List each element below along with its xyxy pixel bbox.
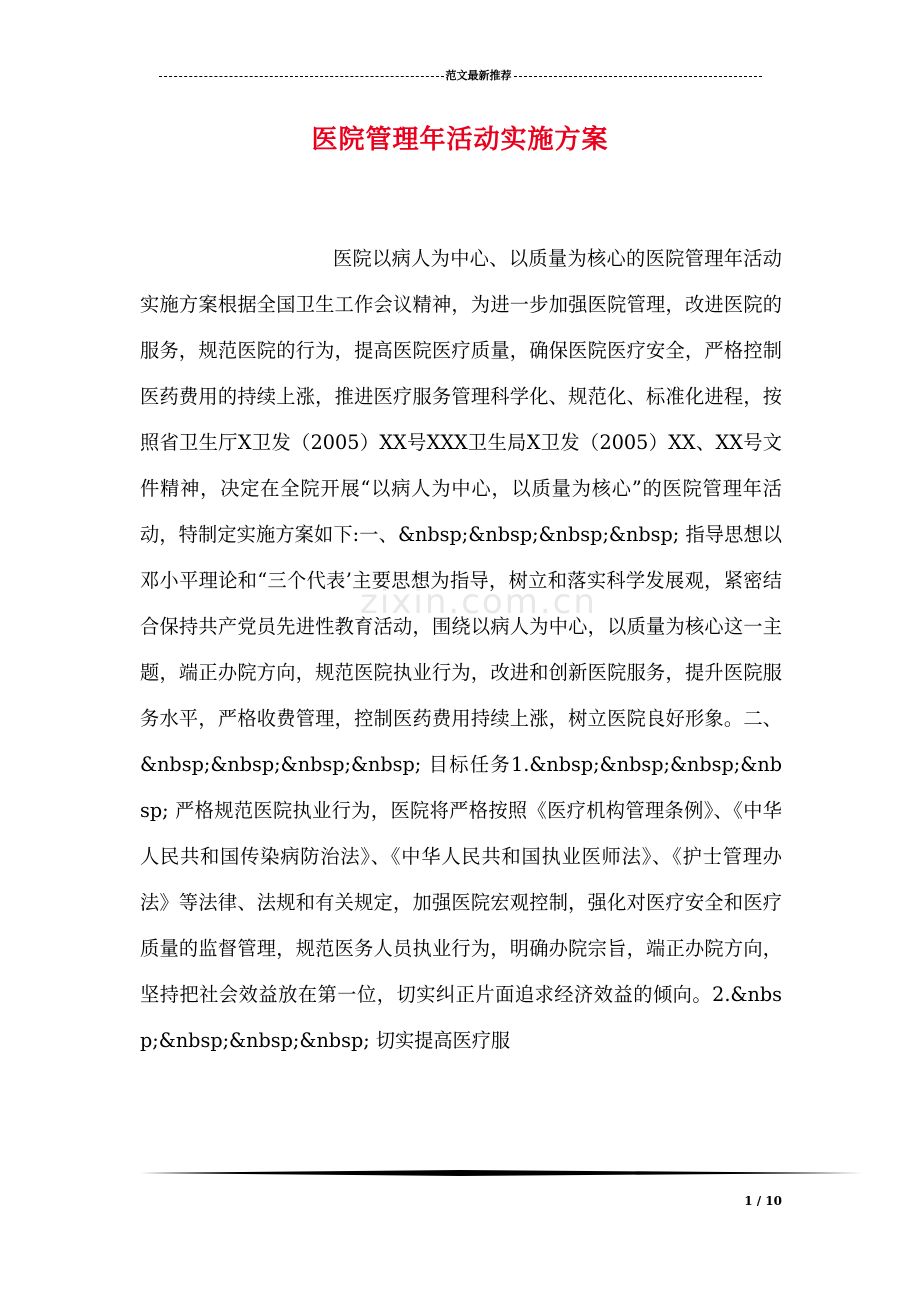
header-dash-right [514,76,762,77]
document-body: 医院以病人为中心、以质量为核心的医院管理年活动实施方案根据全国卫生工作会议精神，为进一步加强医院管理，改进医院的服务，规范医院的行为，提高医院医疗质量，确保医院医疗安全，严格控制医药费用的持续上涨，推进医疗服务管理科学化、规范化、标准化进程，按照省卫生厅X卫发（2005）XX号XXX卫生局X卫发（2005）XX、XX号文件精神，决定在全院开展“以病人为中心，以质量为核心”的医院管理年活动，特制定实施方案如下:一、&nbsp;&nbsp;&nbsp;&nbsp; 指导思想以邓小平理论和“三个代表’主要思想为指导，树立和落实科学发展观，紧密结合保持共产党员先进性教育活动，围绕以病人为中心，以质量为核心这一主题，端正办院方向，规范医院执业行为，改进和创新医院服务，提升医院服务水平，严格收费管理，控制医药费用持续上涨，树立医院良好形象。二、&nbsp;&nbsp;&nbsp;&nbsp; 目标任务1.&nbsp;&nbsp;&nbsp;&nbsp; 严格规范医院执业行为，医院将严格按照《医疗机构管理条例》、《中华人民共和国传染病防治法》、《中华人民共和国执业医师法》、《护士管理办法》等法律、法规和有关规定，加强医院宏观控制，强化对医疗安全和医疗质量的监督管理，规范医务人员执业行为，明确办院宗旨，端正办院方向，坚持把社会效益放在第一位，切实纠正片面追求经济效益的倾向。2.&nbsp;&nbsp;&nbsp;&nbsp; 切实提高医疗服 [140,247,782,1052]
watermark: zixin.com.cn [360,582,597,622]
footer-rule [140,1168,862,1178]
header-banner [140,68,780,84]
header-label: 范文最新推荐 [445,69,512,82]
page-number: 1 / 10 [744,1194,782,1208]
document-title: 医院管理年活动实施方案 [311,125,609,155]
header-dash-left [159,76,444,77]
